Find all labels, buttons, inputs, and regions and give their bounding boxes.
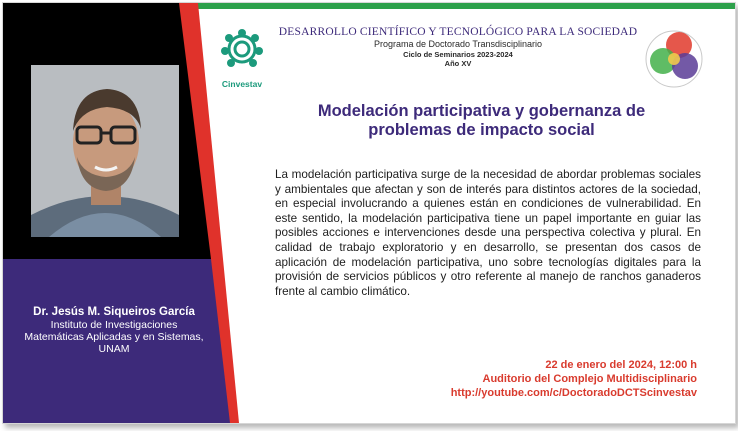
event-url-link[interactable]: http://youtube.com/c/DoctoradoDCTScinvestav bbox=[450, 387, 697, 399]
header-line3: Ciclo de Seminarios 2023-2024 bbox=[403, 50, 513, 59]
speaker-affiliation-line3: UNAM bbox=[98, 343, 130, 355]
speaker-name: Dr. Jesús M. Siqueiros García bbox=[33, 306, 195, 318]
cinvestav-wordmark: Cinvestav bbox=[221, 79, 263, 89]
talk-abstract: La modelación participativa surge de la necesidad de abordar problemas sociales y ambientales que afectan y son de interés para distintos actores de la sociedad, en especial involucrando a quienes están en condiciones de vulnerabilidad. En este sentido, la modelación participativa tiene un papel importante en guiar las posibles acciones e intervenciones desde una perspectiva colectiva y plural. En calidad de trabajo exploratorio y en desarrollo, se presentan dos casos de aplicación de modelación participativa, uno sobre tecnologías digitales para la provisión de servicios públicos y otro referente al manejo de ranchos ganaderos frente al cambio climático. bbox=[275, 168, 701, 298]
program-header bbox=[273, 25, 643, 68]
header-line1: DESARROLLO CIENTÍFICO Y TECNOLÓGICO PARA LA SOCIEDAD bbox=[278, 26, 638, 38]
seminar-poster bbox=[2, 2, 736, 424]
speaker-info bbox=[7, 305, 221, 355]
header-line2: Programa de Doctorado Transdisciplinario bbox=[373, 39, 543, 49]
talk-title-line1: Modelación participativa y gobernanza de bbox=[317, 102, 646, 120]
event-date: 22 de enero del 2024, 12:00 h bbox=[545, 359, 697, 371]
talk-title-line2: problemas de impacto social bbox=[368, 121, 595, 139]
speaker-affiliation-line1: Instituto de Investigaciones bbox=[50, 319, 178, 331]
dct-program-logo-icon bbox=[641, 28, 707, 90]
header-line4: Año XV bbox=[444, 59, 472, 68]
speaker-affiliation-line2: Matemáticas Aplicadas y en Sistemas, bbox=[24, 331, 204, 343]
cinvestav-logo-icon bbox=[211, 25, 273, 87]
talk-title bbox=[279, 102, 684, 140]
speaker-photo bbox=[31, 65, 179, 237]
top-green-bar bbox=[179, 3, 735, 9]
event-venue: Auditorio del Complejo Multidisciplinario bbox=[482, 373, 697, 385]
event-details bbox=[383, 358, 697, 400]
